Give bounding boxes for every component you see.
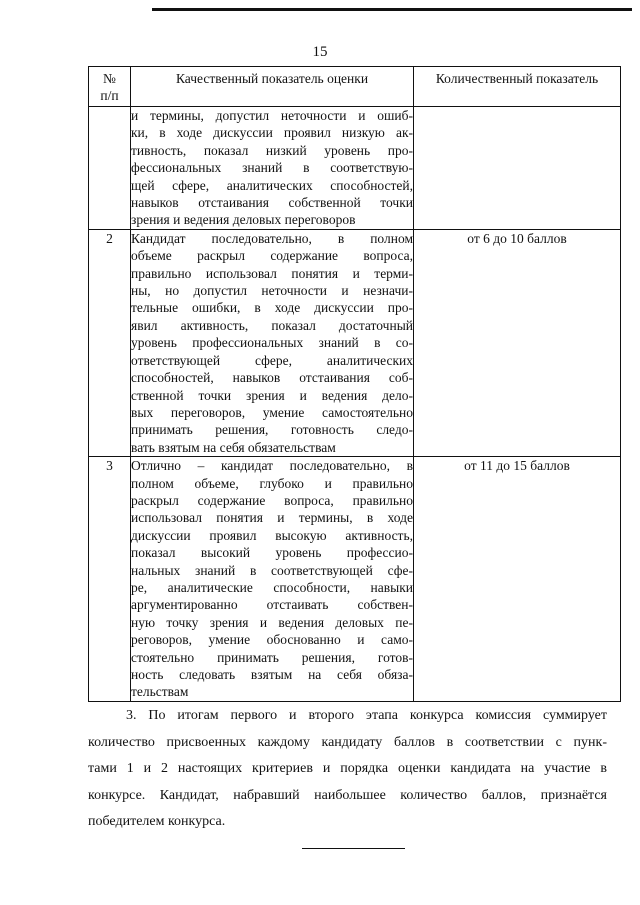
header-num-symbol: №	[103, 71, 116, 86]
qualitative-line: тельные ошибки, в ходе дискуссии про-	[131, 300, 413, 316]
row-number: 2	[89, 229, 131, 456]
table-row	[89, 457, 621, 702]
qualitative-line: явил активность, показал достаточный	[131, 317, 413, 333]
qualitative-line: щей сфере, аналитических способностей,	[131, 177, 413, 193]
qualitative-line: способностей, навыков отстаивания соб-	[131, 370, 413, 386]
qualitative-line: стоятельно принимать решения, готов-	[131, 649, 413, 665]
qualitative-line: правильно использовал понятия и терми-	[131, 265, 413, 281]
quantitative-cell: от 6 до 10 баллов	[414, 229, 621, 456]
qualitative-line: реговоров, умение обоснованно и само-	[131, 632, 413, 648]
qualitative-line: дискуссии проявил высокую активность,	[131, 527, 413, 543]
qualitative-line: навыков отстаивания собственной точки	[131, 195, 413, 211]
qualitative-line: вых переговоров, умение самостоятельно	[131, 404, 413, 420]
qualitative-line: зрения и ведения деловых переговоров	[131, 212, 356, 228]
page-number: 15	[312, 44, 328, 60]
qualitative-line: ную точку зрения и ведения деловых пе-	[131, 614, 413, 630]
qualitative-line: показал высокий уровень профессио-	[131, 545, 413, 561]
row-number: 3	[89, 457, 131, 702]
qualitative-cell	[131, 457, 414, 702]
end-separator-rule	[302, 848, 405, 849]
quantitative-cell: от 11 до 15 баллов	[414, 457, 621, 702]
qualitative-line: вать взятым на себя обязательствам	[131, 439, 336, 455]
qualitative-line: ственной точки зрения и ведения дело-	[131, 387, 413, 403]
header-num-abbrev: п/п	[100, 88, 119, 103]
paragraph-line: количество присвоенных каждому кандидату баллов в соответствии с пунк-	[88, 734, 607, 750]
summary-paragraph	[88, 703, 607, 836]
qualitative-line: ки, в ходе дискуссии проявил низкую ак-	[131, 125, 413, 141]
qualitative-line: тельствам	[131, 684, 189, 700]
qualitative-line: полном объеме, глубоко и правильно	[131, 475, 413, 491]
quantitative-cell	[414, 107, 621, 230]
qualitative-line: фессиональных знаний в соответствую-	[131, 160, 413, 176]
evaluation-criteria-table	[88, 66, 621, 702]
qualitative-line: Кандидат последовательно, в полном	[131, 230, 413, 246]
header-num	[89, 67, 131, 107]
qualitative-line: ны, но допустил неточности и незначи-	[131, 283, 413, 299]
table-header-row	[89, 67, 621, 107]
qualitative-line: объеме раскрыл содержание вопроса,	[131, 248, 413, 264]
paragraph-line: конкурсе. Кандидат, набравший наибольшее количество баллов, признаётся	[88, 787, 607, 803]
header-quantitative: Количественный показатель	[414, 67, 621, 107]
qualitative-line: ре, аналитические способности, навыки	[131, 579, 413, 595]
qualitative-line: использовал понятия и термины, в ходе	[131, 510, 413, 526]
qualitative-line: тивность, показал низкий уровень про-	[131, 142, 413, 158]
table-row	[89, 229, 621, 456]
header-qualitative: Качественный показатель оценки	[131, 67, 414, 107]
qualitative-line: ность следовать взятым на себя обяза-	[131, 667, 413, 682]
qualitative-line: раскрыл содержание вопроса, правильно	[131, 492, 413, 508]
paragraph-line: тами 1 и 2 настоящих критериев и порядка оценки кандидата на участие в	[88, 761, 607, 776]
qualitative-line: Отлично – кандидат последовательно, в	[131, 458, 413, 474]
qualitative-cell	[131, 107, 414, 230]
table-row	[89, 107, 621, 230]
top-border-rule	[152, 8, 632, 11]
paragraph-line: победителем конкурса.	[88, 814, 226, 829]
qualitative-cell	[131, 229, 414, 456]
row-number	[89, 107, 131, 230]
qualitative-line: и термины, допустил неточности и ошиб-	[131, 108, 413, 123]
paragraph-line: 3. По итогам первого и второго этапа конкурса комиссия суммирует	[126, 708, 607, 723]
qualitative-line: аргументированно отстаивать собствен-	[131, 597, 413, 613]
qualitative-line: нальных знаний в соответствующей сфе-	[131, 562, 413, 578]
qualitative-line: принимать решения, готовность следо-	[131, 422, 413, 438]
qualitative-line: ответствующей сфере, аналитических	[131, 352, 413, 368]
qualitative-line: уровень профессиональных знаний в со-	[131, 335, 413, 351]
